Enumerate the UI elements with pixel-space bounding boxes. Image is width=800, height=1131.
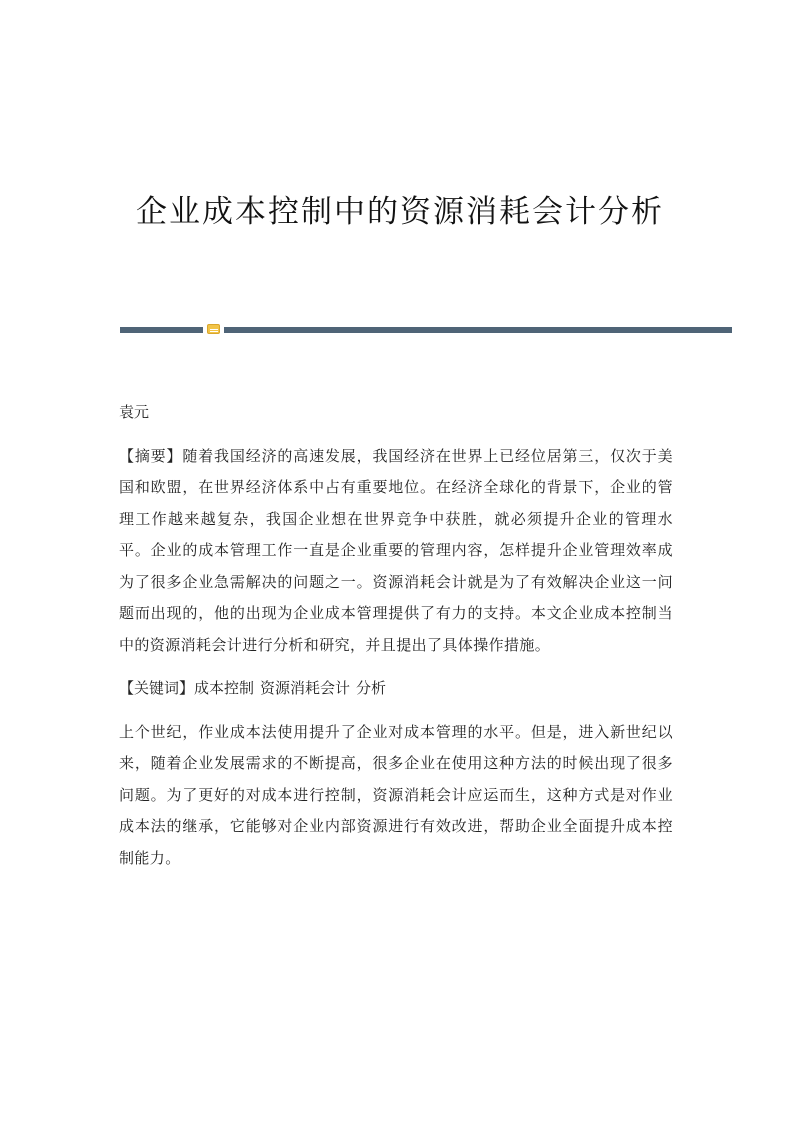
keywords-label: 【关键词】 — [119, 679, 195, 697]
title-divider — [120, 324, 732, 334]
divider-emblem-icon — [207, 324, 220, 334]
author-name: 袁元 — [119, 403, 150, 421]
abstract-text: 随着我国经济的高速发展，我国经济在世界上已经位居第三，仅次于美国和欧盟，在世界经济体系中占有重要地位。在经济全球化的背景下，企业的管理工作越来越复杂，我国企业想在世界竞争中获胜，就必须提升企业的管理水平。企业的成本管理工作一直是企业重要的管理内容，怎样提升企业管理效率成为了很多企业急需解决的问题之一。资源消耗会计就是为了有效解决企业这一问题而出现的，他的出现为企业成本管理提供了有力的支持。本文企业成本控制当中的资源消耗会计进行分析和研究，并且提出了具体操作措施。 — [119, 446, 673, 654]
divider-bar-right — [224, 327, 732, 333]
keyword-item: 资源消耗会计 — [260, 679, 351, 697]
divider-bar-left — [120, 327, 203, 333]
keyword-item: 成本控制 — [194, 679, 255, 697]
abstract-paragraph — [119, 441, 673, 662]
keyword-item: 分析 — [356, 679, 387, 697]
abstract-label: 【摘要】 — [119, 446, 183, 465]
keywords-line — [119, 673, 673, 705]
body-paragraph: 上个世纪，作业成本法使用提升了企业对成本管理的水平。但是，进入新世纪以来，随着企业发展需求的不断提高，很多企业在使用这种方法的时候出现了很多问题。为了更好的对成本进行控制，资源消耗会计应运而生，这种方式是对作业成本法的继承，它能够对企业内部资源进行有效改进，帮助企业全面提升成本控制能力。 — [119, 722, 673, 867]
document-title: 企业成本控制中的资源消耗会计分析 — [136, 194, 664, 230]
document-body — [119, 397, 673, 886]
